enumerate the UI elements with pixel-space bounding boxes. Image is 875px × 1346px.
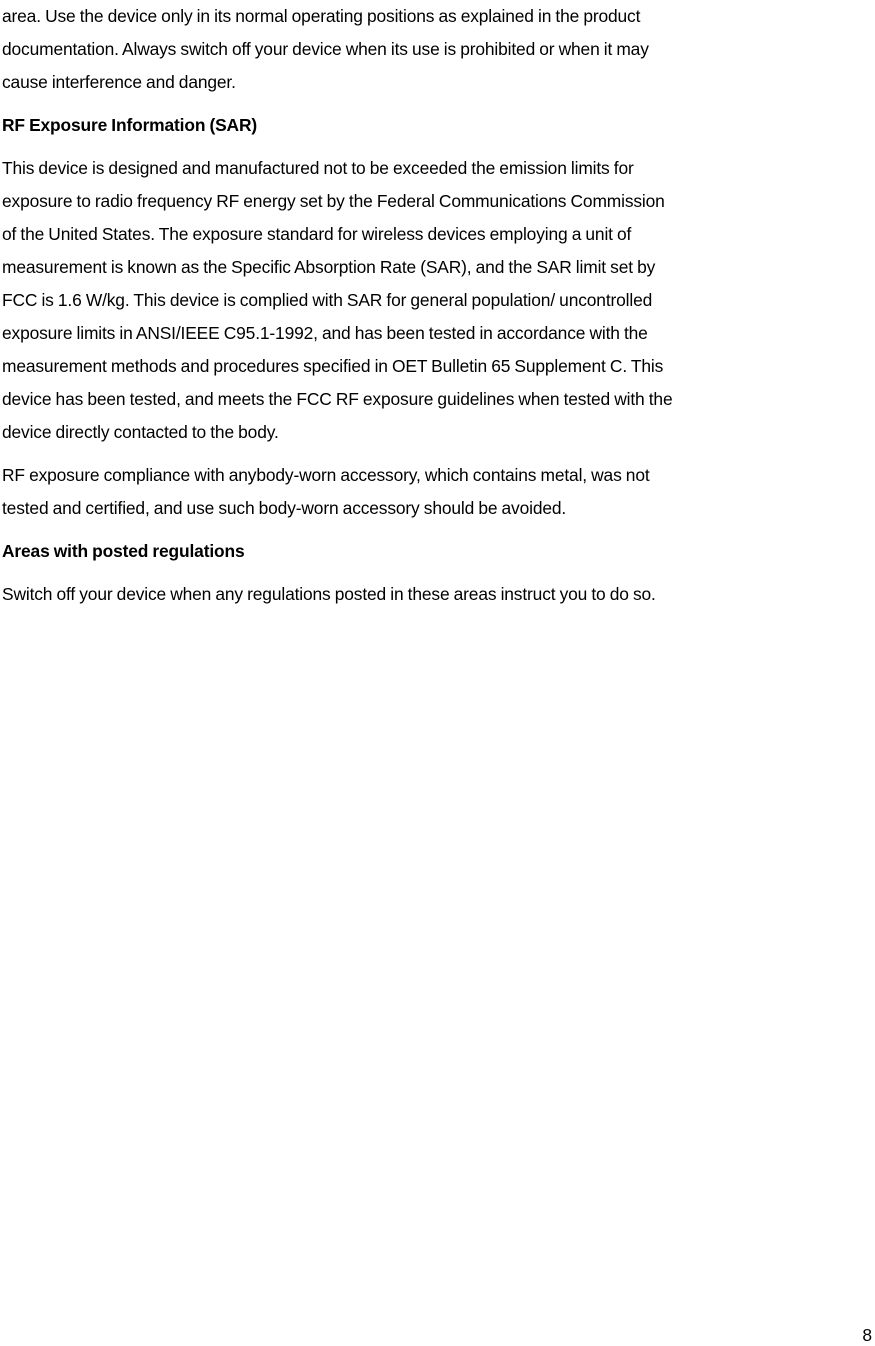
page-number: 8 (862, 1325, 872, 1345)
posted-regulations-heading: Areas with posted regulations (2, 541, 245, 561)
body-worn-compliance-paragraph: RF exposure compliance with anybody-worn accessory, which contains metal, was not tested and certified, and use such body-worn accessory should be avoided. (2, 465, 650, 518)
document-body (2, 0, 870, 621)
rf-exposure-heading: RF Exposure Information (SAR) (2, 115, 258, 135)
intro-paragraph: area. Use the device only in its normal operating positions as explained in the product documentation. Always switch off your device when its use is prohibited or when it may cause interference and danger. (2, 6, 649, 92)
rf-exposure-paragraph: This device is designed and manufactured not to be exceeded the emission limits for exposure to radio frequency RF energy set by the Federal Communications Commission of the United States. The exposure standard for wireless devices employing a unit of measurement is known as the Specific Absorption Rate (SAR), and the SAR limit set by FCC is 1.6 W/kg. This device is complied with SAR for general population/ uncontrolled exposure limits in ANSI/IEEE C95.1-1992, and has been tested in accordance with the measurement methods and procedures specified in OET Bulletin 65 Supplement C. This device has been tested, and meets the FCC RF exposure guidelines when tested with the device directly contacted to the body. (2, 158, 673, 442)
posted-regulations-paragraph: Switch off your device when any regulations posted in these areas instruct you to do so. (2, 584, 656, 604)
